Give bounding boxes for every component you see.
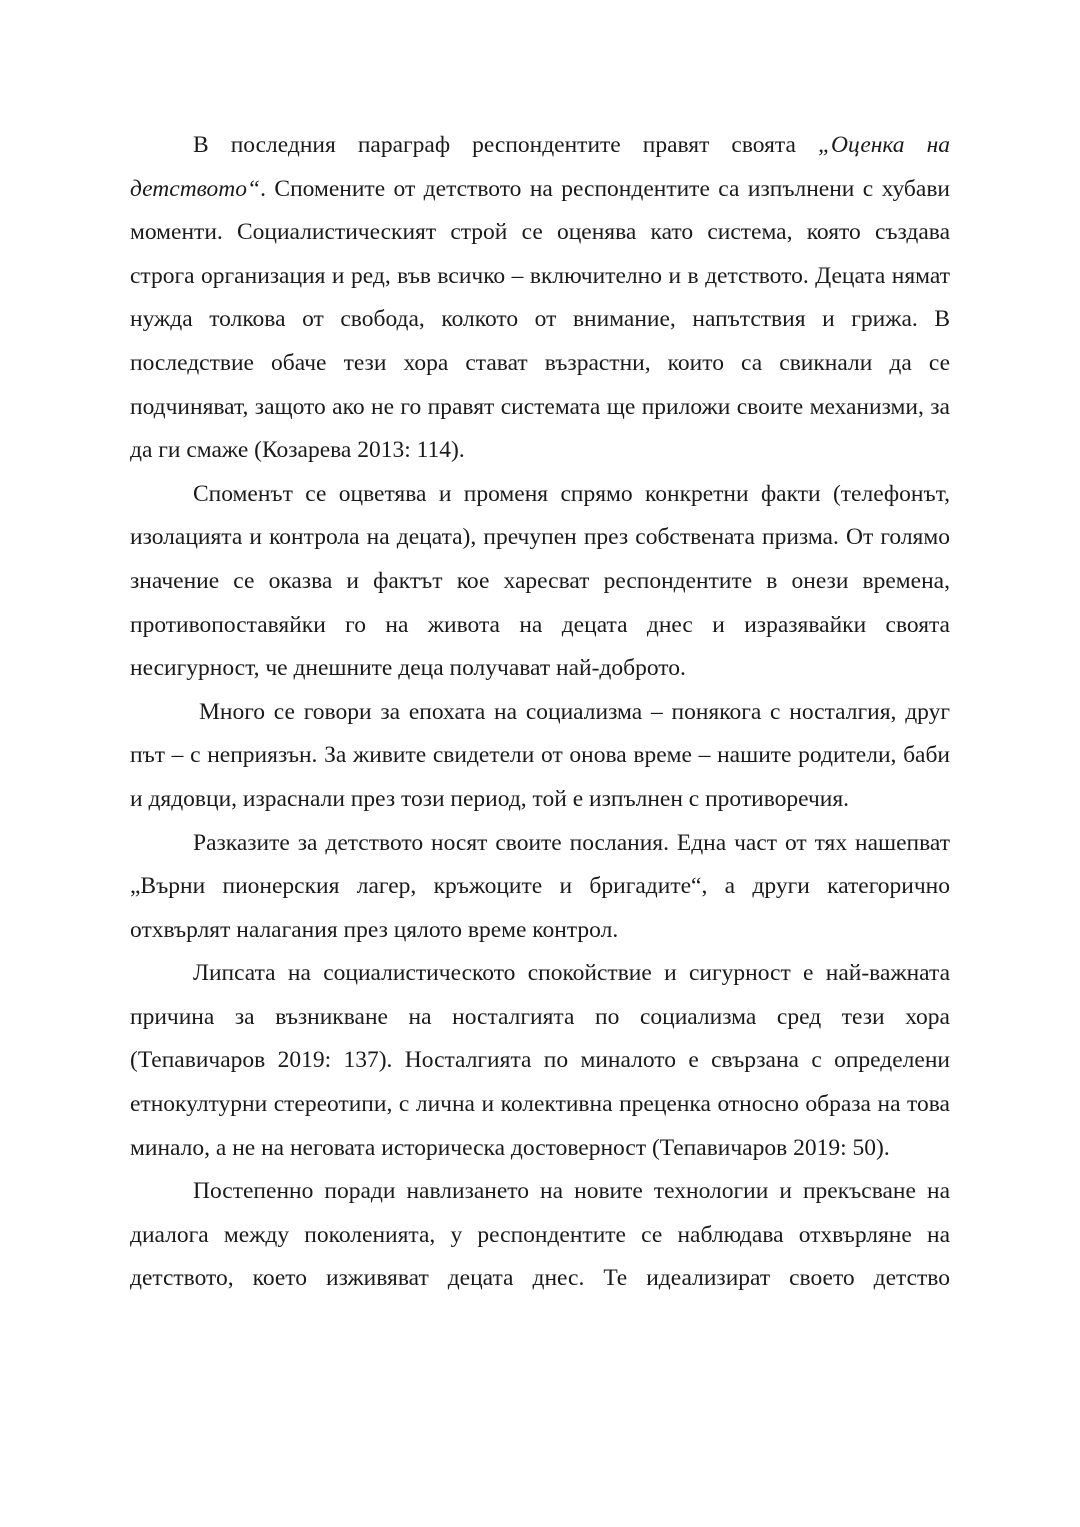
paragraph-text: В последния параграф респондентите правят своята xyxy=(193,132,818,158)
paragraph-nostalgia: Липсата на социалистическото спокойствие и сигурност е най-важната причина за възникване на носталгията по социализма сред тези хора (Тепавичаров 2019: 137). Носталгията по миналото е свързана с определени етнокултурни стереотипи, с лична и колективна преценка относно образа на това минало, а не на неговата историческа достоверност (Тепавичаров 2019: 50). xyxy=(130,960,950,1161)
body-text xyxy=(130,124,950,1301)
paragraph-socialism-epoch: Много се говори за епохата на социализма – понякога с носталгия, друг път – с неприязън. За живите свидетели от онова време – нашите родители, баби и дядовци, израснали през този период, той е изпълнен с противоречия. xyxy=(130,698,950,812)
paragraph-childhood-stories: Разказите за детството носят своите послания. Една част от тях нашепват „Върни пионерския лагер, кръжоците и бригадите“, а други категорично отхвърлят налагания през цялото време контрол. xyxy=(130,829,950,943)
paragraph-memory: Споменът се оцветява и променя спрямо конкретни факти (телефонът, изолацията и контрола на децата), пречупен през собствената призма. От голямо значение се оказва и фактът кое харесват респондентите в онези времена, противопоставяйки го на живота на децата днес и изразявайки своята несигурност, че днешните деца получават най-доброто. xyxy=(130,480,950,682)
paragraph-childhood-assessment xyxy=(130,124,950,473)
paragraph-text: . Спомените от детството на респондентите са изпълнени с хубави моменти. Социалистическият строй се оценява като система, която създава строга организация и ред, във всичко – включително и в детството. Децата нямат нужда толкова от свобода, колкото от внимание, напътствия и грижа. В последствие обаче тези хора стават възрастни, които са свикнали да се подчиняват, защото ако не го правят системата ще приложи своите механизми, за да ги смаже (Козарева 2013: 114). xyxy=(130,175,950,464)
paragraph-technologies: Постепенно поради навлизането на новите технологии и прекъсване на диалога между поколенията, у респондентите се наблюдава отхвърляне на детството, което изживяват децата днес. Те идеализират своето детство xyxy=(130,1178,950,1292)
italic-section-title: „Оценка на детството“ xyxy=(130,132,951,202)
